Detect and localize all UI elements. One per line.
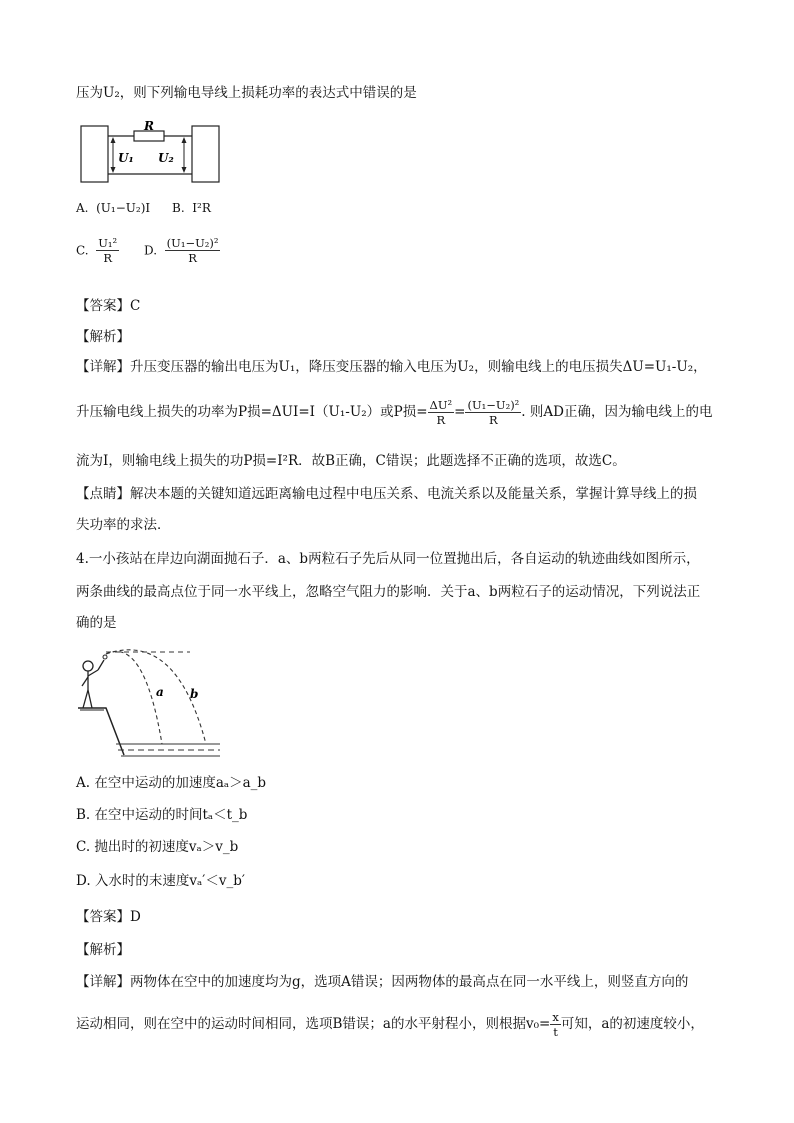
water-surface: [116, 744, 220, 756]
q3-detail-line-3: 流为I，则输电线上损失的功P损=I²R．故B正确，C错误；此题选择不正确的选项，故选C。: [76, 453, 626, 469]
bank: [78, 708, 124, 755]
q3-stem-tail: 压为U₂，则下列输电导线上损耗功率的表达式中错误的是: [76, 85, 417, 101]
label-b: b: [190, 687, 199, 701]
q3-answer: 【答案】C: [76, 298, 141, 314]
q3-circuit-figure: [80, 120, 230, 186]
step-up-transformer-box: [81, 126, 108, 182]
q4-stem-line-3: 确的是: [76, 615, 117, 631]
q4-stem-line-2: 两条曲线的最高点位于同一水平线上，忽略空气阻力的影响．关于a、b两粒石子的运动情况，下列说法正: [76, 584, 701, 600]
q4-option-A: A. 在空中运动的加速度aₐ＞a_b: [76, 775, 267, 791]
q3-analysis-title: 【解析】: [76, 329, 130, 345]
q4-answer: 【答案】D: [76, 909, 141, 925]
q3-comment-line-2: 失功率的求法．: [76, 517, 171, 533]
q3-option-D: D. $\frac{\text{(U₁−U₂)²}}{R}$: [144, 236, 219, 265]
q4-option-D: D. 入水时的末速度vₐ′＜v_b′: [76, 873, 245, 889]
q3-detail-line-1: 【详解】升压变压器的输出电压为U₁，降压变压器的输入电压为U₂，则输电线上的电压损失ΔU=U₁-U₂，: [76, 359, 707, 375]
q3-option-B: B. I²R: [172, 201, 211, 215]
q4-detail-line-1: 【详解】两物体在空中的加速度均为g，选项A错误；因两物体的最高点在同一水平线上，则竖直方向的: [76, 974, 689, 990]
q4-detail-line-2: 运动相同，则在空中的运动时间相同，选项B错误；a的水平射程小，则根据v₀= $\frac{x}{t}$ 可知，a的初速度较小，: [76, 1010, 704, 1039]
q4-option-B: B. 在空中运动的时间tₐ＜t_b: [76, 807, 248, 823]
q3-detail-line-2: 升压输电线上损失的功率为P损=ΔUI=I（U₁-U₂）或P损= $\frac{\text{ΔU²}}{R}$ = $\frac{\text{(U₁−U₂)²}}{R}$ . 则AD正确，因为输电线上的电: [76, 398, 713, 427]
q3-option-A: A. (U₁−U₂)I: [76, 201, 151, 215]
label-a: a: [156, 685, 164, 699]
q4-analysis-title: 【解析】: [76, 942, 130, 958]
q3-comment-line-1: 【点睛】解决本题的关键知道远距离输电过程中电压关系、电流关系以及能量关系，掌握计算导线上的损: [76, 486, 697, 502]
q3-option-C: C. $\frac{\text{U₁²}}{R}$: [76, 236, 118, 265]
q4-stem-line-1: 4.一小孩站在岸边向湖面抛石子．a、b两粒石子先后从同一位置抛出后，各自运动的轨迹曲线如图所示，: [76, 551, 700, 567]
U1-label: U₁: [118, 151, 134, 165]
child-figure: [82, 660, 104, 708]
U2-label: U₂: [158, 151, 174, 165]
q4-trajectory-figure: [72, 640, 227, 760]
step-down-transformer-box: [192, 126, 219, 182]
R-label: R: [144, 120, 154, 133]
q4-option-C: C. 抛出时的初速度vₐ＞v_b: [76, 839, 239, 855]
